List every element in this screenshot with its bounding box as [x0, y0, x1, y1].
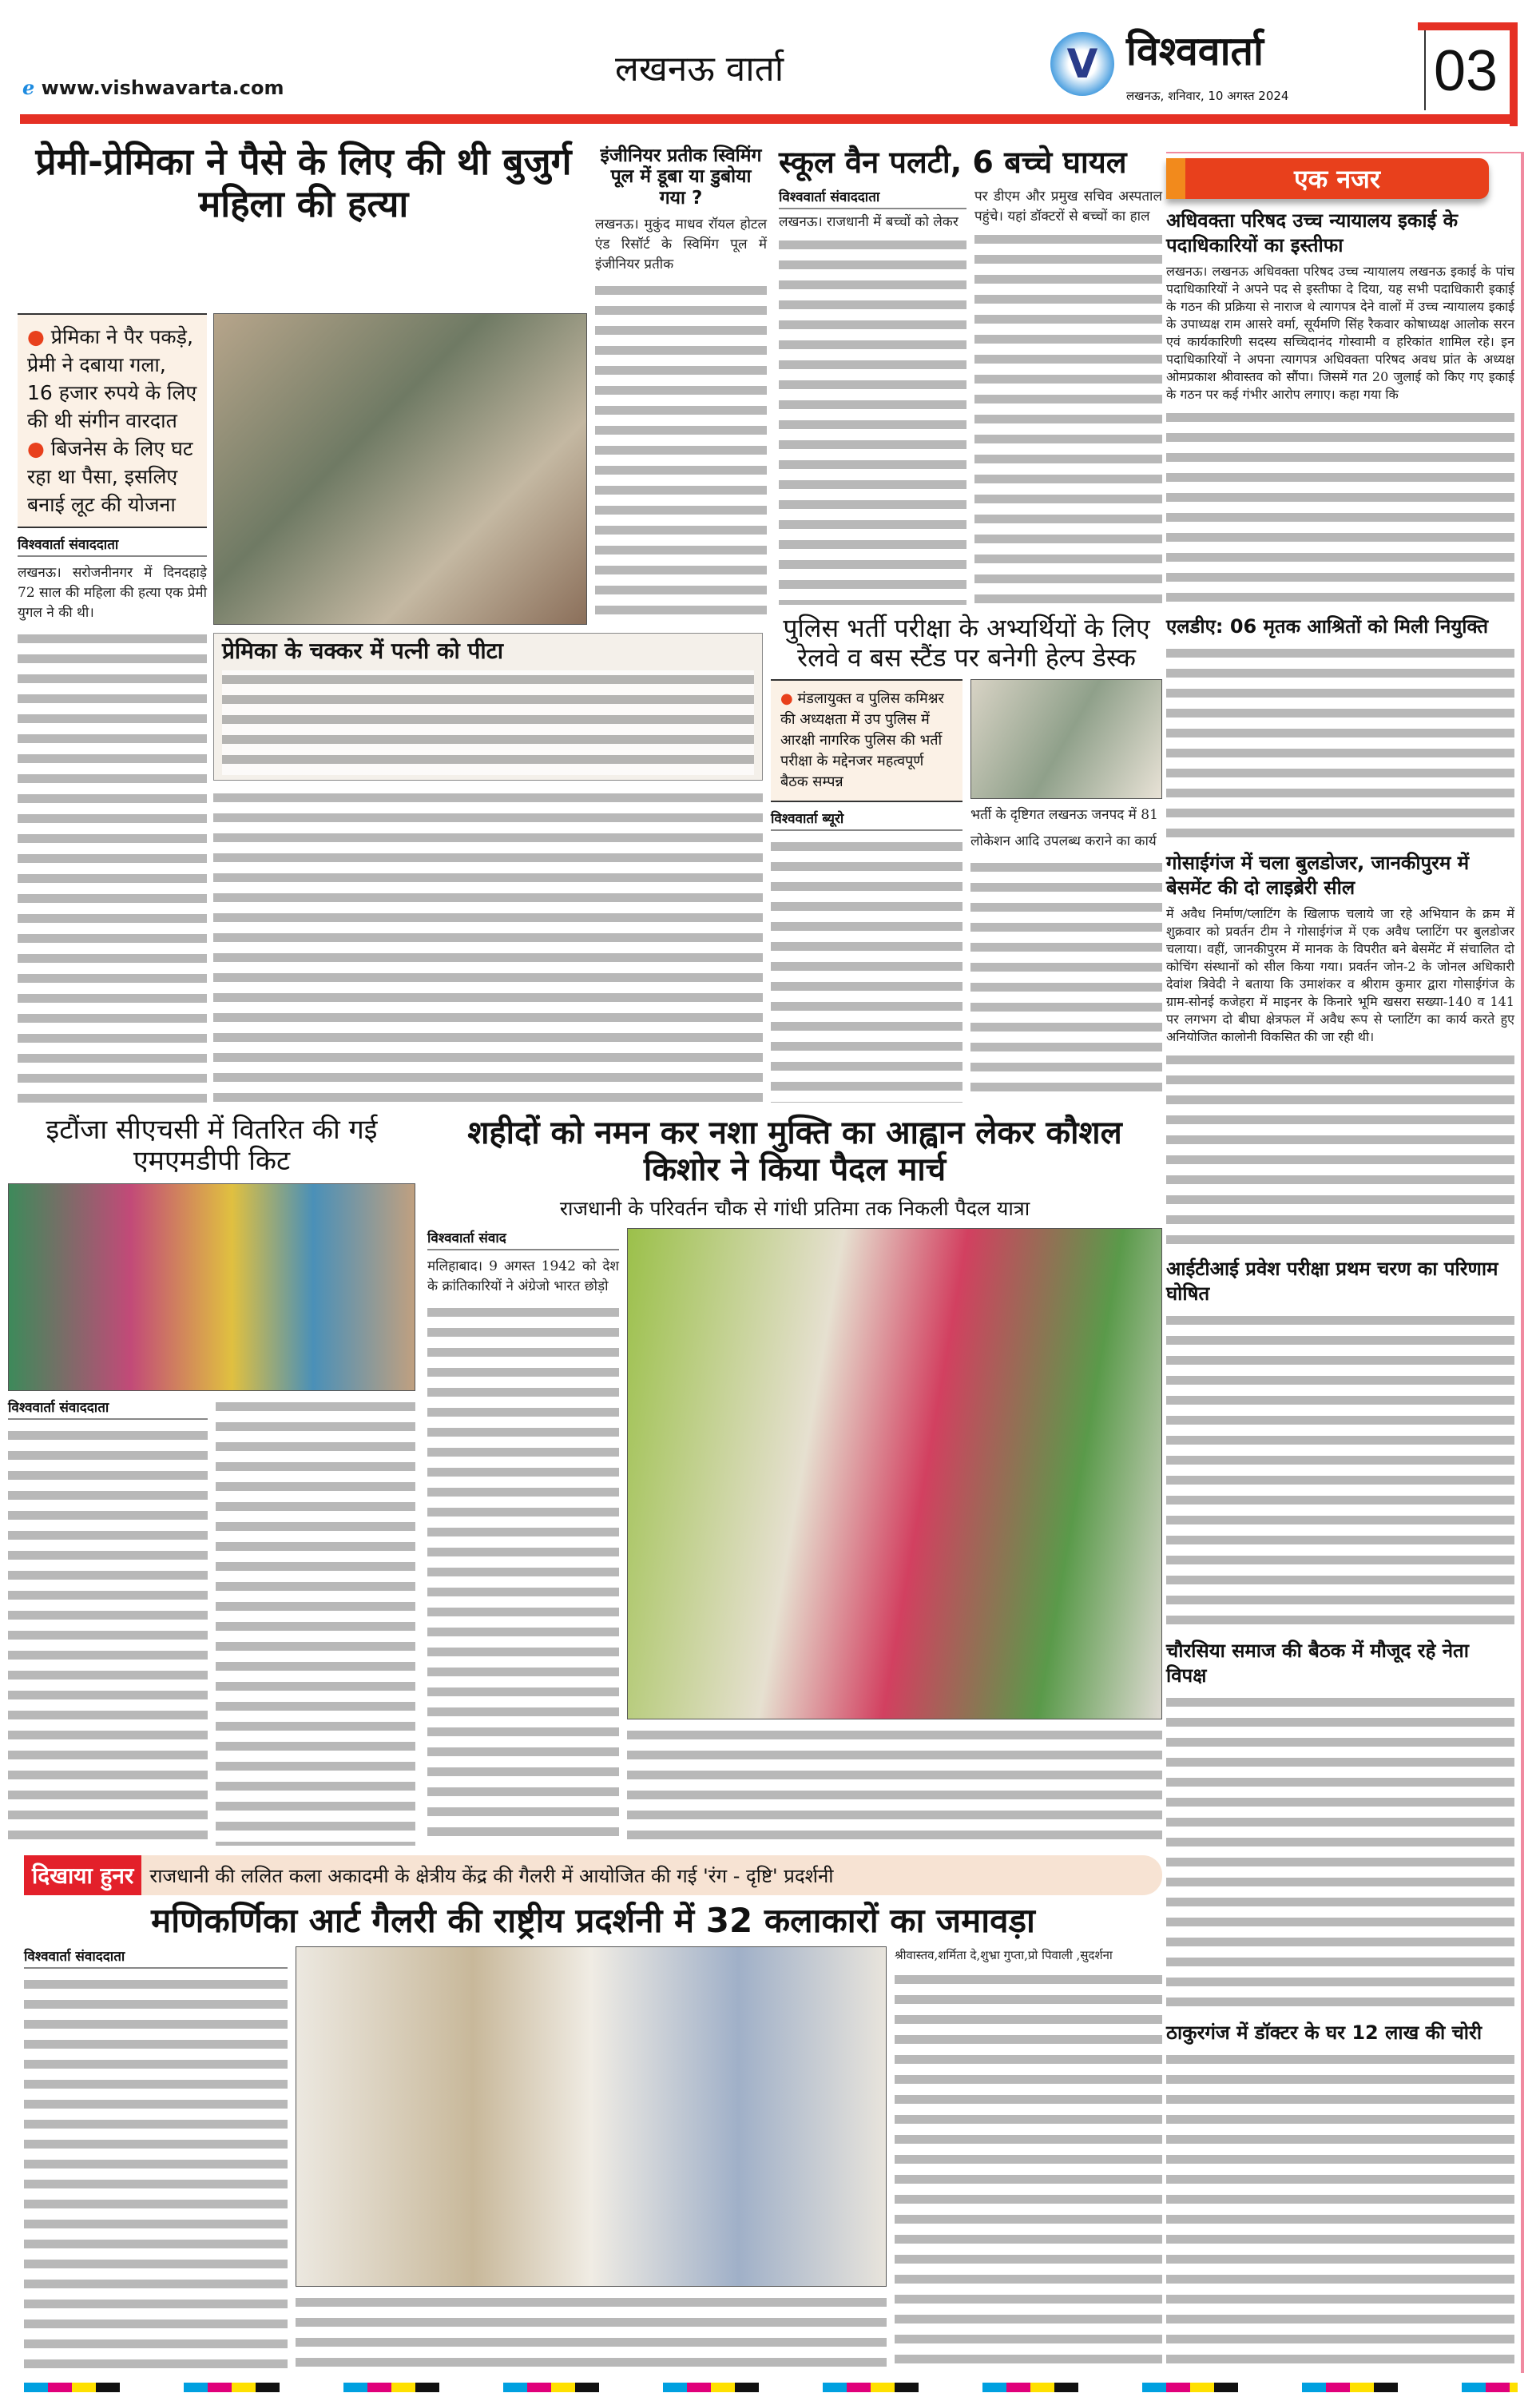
lower-left-body: [213, 789, 763, 1103]
itaunja-story: [8, 1115, 415, 1846]
gallery-tag: दिखाया हुनर: [24, 1855, 141, 1895]
police-col1: भर्ती के दृष्टिगत लखनऊ जनपद में 81: [970, 806, 1158, 823]
sidebar-body: [1166, 1311, 1514, 1634]
website-url[interactable]: [22, 77, 284, 99]
itaunja-byline: विश्ववार्ता संवाददाता: [8, 1397, 208, 1420]
gallery-body-3: [895, 1970, 1162, 2373]
sidebar-body: [1166, 408, 1514, 610]
van-lede: लखनऊ। राजधानी में बच्चों को लेकर: [779, 213, 959, 230]
march-headline: शहीदों को नमन कर नशा मुक्ति का आह्वान लेकर कौशल किशोर ने किया पैदल मार्च: [467, 1115, 1122, 1188]
police-col2: लोकेशन आदि उपलब्ध कराने का कार्य: [970, 833, 1157, 849]
gallery-story: [24, 1855, 1162, 2373]
van-byline: विश्ववार्ता संवाददाता: [779, 187, 966, 209]
police-body-2: [970, 858, 1162, 1103]
dateline: लखनऊ, शनिवार, 10 अगस्त 2024: [1126, 89, 1289, 103]
section-title: लखनऊ वार्ता: [615, 49, 784, 89]
header-rule: [20, 114, 1518, 124]
gallery-body-2: [296, 2293, 887, 2373]
gallery-strap-text: राजधानी की ललित कला अकादमी के क्षेत्रीय केंद्र की गैलरी में आयोजित की गई 'रंग - दृष्टि' प्रदर्शनी: [149, 1864, 834, 1887]
sidebar-body: [1166, 1693, 1514, 2016]
police-photo: [970, 679, 1162, 799]
march-lede: मलिहाबाद। 9 अगस्त 1942 को देश के क्रांतिकारियों ने अंग्रेजो भारत छोड़ो: [427, 1258, 619, 1294]
sidebar-headline: आईटीआई प्रवेश परीक्षा प्रथम चरण का परिणाम घोषित: [1166, 1258, 1498, 1306]
lead-headline: प्रेमी-प्रेमिका ने पैसे के लिए की थी बुजुर्ग महिला की हत्या: [35, 140, 572, 225]
police-story: [771, 614, 1162, 1103]
march-subhead: राजधानी के परिवर्तन चौक से गांधी प्रतिमा तक निकली पैदल यात्रा: [559, 1197, 1030, 1220]
march-photo: [627, 1228, 1162, 1719]
wife-body: [222, 670, 754, 775]
bullet-text: बिजनेस के लिए घट रहा था पैसा, इसलिए बनाई लूट की योजना: [27, 437, 193, 516]
brand-name: विश्ववार्ता: [1126, 28, 1264, 74]
police-body: [771, 837, 963, 1103]
divider: [1424, 30, 1426, 110]
sidebar-body: [1166, 1051, 1514, 1252]
police-box-text: मंडलायुक्त व पुलिस कमिश्नर की अध्यक्षता में उप पुलिस में आरक्षी नागरिक पुलिस की भर्ती परीक्षा के मद्देनजर महत्वपूर्ण बैठक सम्पन्न: [780, 690, 944, 790]
police-headline: पुलिस भर्ती परीक्षा के अभ्यर्थियों के लिए रेलवे व बस स्टैंड पर बनेगी हेल्प डेस्क: [783, 613, 1150, 673]
gallery-photo: [296, 1946, 887, 2287]
lead-lede: लखनऊ। सरोजनीनगर में दिनदहाड़े 72 साल की महिला की हत्या एक प्रेमी युगल ने की थी।: [18, 565, 207, 621]
lead-photo: [213, 313, 587, 625]
sidebar-headline: एलडीए: 06 मृतक आश्रितों को मिली नियुक्ति: [1166, 615, 1489, 638]
wife-headline: प्रेमिका के चक्कर में पत्नी को पीटा: [222, 638, 503, 664]
engineer-story: [595, 145, 767, 625]
van-body: [779, 236, 966, 605]
page-number: 03: [1434, 39, 1498, 103]
website-url-text: www.vishwavarta.com: [41, 77, 284, 99]
globe-e-icon: ℯ: [22, 77, 42, 99]
itaunja-headline: इटौंजा सीएचसी में वितरित की गई एमएमडीपी किट: [46, 1114, 378, 1178]
page-flag: [1418, 22, 1518, 30]
lead-bullets: [18, 313, 207, 528]
sidebar: [1166, 152, 1524, 2373]
sidebar-headline: ठाकुरगंज में डॉक्टर के घर 12 लाख की चोरी: [1166, 2021, 1482, 2045]
van-col2: पर डीएम और प्रमुख सचिव अस्पताल पहुंचे। यहां डॉक्टरों से बच्चों का हाल: [974, 188, 1162, 225]
lead-column: [18, 313, 207, 1103]
van-body-2: [974, 230, 1162, 605]
gallery-col3: श्रीवास्तव,शर्मिता दे,शुभ्रा गुप्ता,प्रो पिवाली ,सुदर्शना: [895, 1948, 1113, 1963]
lead-byline: विश्ववार्ता संवाददाता: [18, 535, 207, 557]
sidebar-lede: में अवैध निर्माण/प्लाटिंग के खिलाफ चलाये जा रहे अभियान के क्रम में शुक्रवार को प्रवर्तन टीम ने गोसाईगंज में एक अवैध प्लाटिंग पर बुलडोजर चलाया। वहीं, जानकीपुरम में मानक के विपरीत बने बेसमेंट में संचालित दो कोचिंग संस्थानों को सील किया गया। प्रवर्तन जोन-2 के जोनल अधिकारी देवांश त्रिवेदी ने बताया कि उमाशंकर व श्रीराम कुमार द्वारा गोसाईगंज के ग्राम-सोनई कजेहरा में माइनर के किनारे भूमि खसरा सख्या-140 व 141 पर लगभग दो बीघा क्षेत्रफल में अवैध रूप से प्लाटिंग का कार्य करते हुए अनियोजित कालोनी विकसित की जा रही थी।: [1166, 905, 1514, 1044]
lead-body: [18, 630, 207, 1103]
bullet-icon: ●: [27, 325, 51, 348]
brand-logo-icon: V: [1050, 32, 1114, 96]
march-story: [427, 1115, 1162, 1846]
gallery-strap: [24, 1855, 1162, 1895]
sidebar-lede: लखनऊ। लखनऊ अधिवक्ता परिषद उच्च न्यायालय लखनऊ इकाई के पांच पदाधिकारियों ने अपने पद से इस्तीफा दे दिया, यह सभी पदाधिकारी इकाई के गठन की प्रक्रिया से नाराज थे त्यागपत्र देने वालों में उच्च न्यायालय इकाई के उपाध्यक्ष राम आसरे वर्मा, सूर्यमणि सिंह रैकवार कोषाध्यक्ष आलोक सरन एवं कार्यकारिणी सदस्य सच्चिदानंद गोस्वामी व हरिकांत शामिल रहे। इन पदाधिकारियों ने अपना त्यागपत्र अधिवक्ता परिषद अवध प्रांत के अध्यक्ष ओमप्रकाश श्रीवास्तव को सौंपा। जिसमें गत 20 जुलाई को किए गए इकाई के गठन पर कई गंभीर आरोप लगाए। कहा गया कि: [1166, 264, 1514, 402]
engineer-body: [595, 281, 767, 625]
gallery-byline: विश्ववार्ता संवाददाता: [24, 1946, 288, 1969]
sidebar-headline: चौरसिया समाज की बैठक में मौजूद रहे नेता विपक्ष: [1166, 1640, 1469, 1687]
page-flag-side: [1510, 22, 1518, 126]
color-registration-bar: [24, 2383, 1518, 2392]
police-box: [771, 679, 963, 802]
sidebar-body: [1166, 644, 1514, 845]
itaunja-body-2: [216, 1397, 415, 1846]
itaunja-photo: [8, 1183, 415, 1391]
gallery-headline: मणिकर्णिका आर्ट गैलरी की राष्ट्रीय प्रदर्शनी में 32 कलाकारों का जमावड़ा: [151, 1901, 1035, 1940]
engineer-lede: लखनऊ। मुकुंद माधव रॉयल होटल एंड रिसॉर्ट के स्विमिंग पूल में इंजीनियर प्रतीक: [595, 217, 767, 273]
van-story: [779, 145, 1162, 605]
march-body: [427, 1303, 619, 1846]
police-byline: विश्ववार्ता ब्यूरो: [771, 809, 963, 831]
sidebar-headline: गोसाईगंज में चला बुलडोजर, जानकीपुरम में बेसमेंट की दो लाइब्रेरी सील: [1166, 851, 1470, 899]
sidebar-headline: अधिवक्ता परिषद उच्च न्यायालय इकाई के पदाधिकारियों का इस्तीफा: [1166, 209, 1459, 256]
bullet-icon: ●: [27, 437, 51, 460]
van-headline: स्कूल वैन पलटी, 6 बच्चे घायल: [779, 145, 1127, 180]
bullet-icon: ●: [780, 690, 798, 707]
engineer-headline: इंजीनियर प्रतीक स्विमिंग पूल में डूबा या डुबोया गया ?: [600, 145, 762, 209]
gallery-body: [24, 1975, 288, 2373]
march-byline: विश्ववार्ता संवाद: [427, 1228, 619, 1250]
sidebar-body: [1166, 2050, 1514, 2373]
sidebar-title: एक नजर: [1166, 158, 1489, 199]
bullet-text: प्रेमिका ने पैर पकड़े, प्रेमी ने दबाया गला, 16 हजार रुपये के लिए की थी संगीन वारदात: [27, 325, 197, 432]
wife-story-box: [213, 633, 763, 781]
march-body-2: [627, 1726, 1162, 1846]
itaunja-body: [8, 1426, 208, 1846]
